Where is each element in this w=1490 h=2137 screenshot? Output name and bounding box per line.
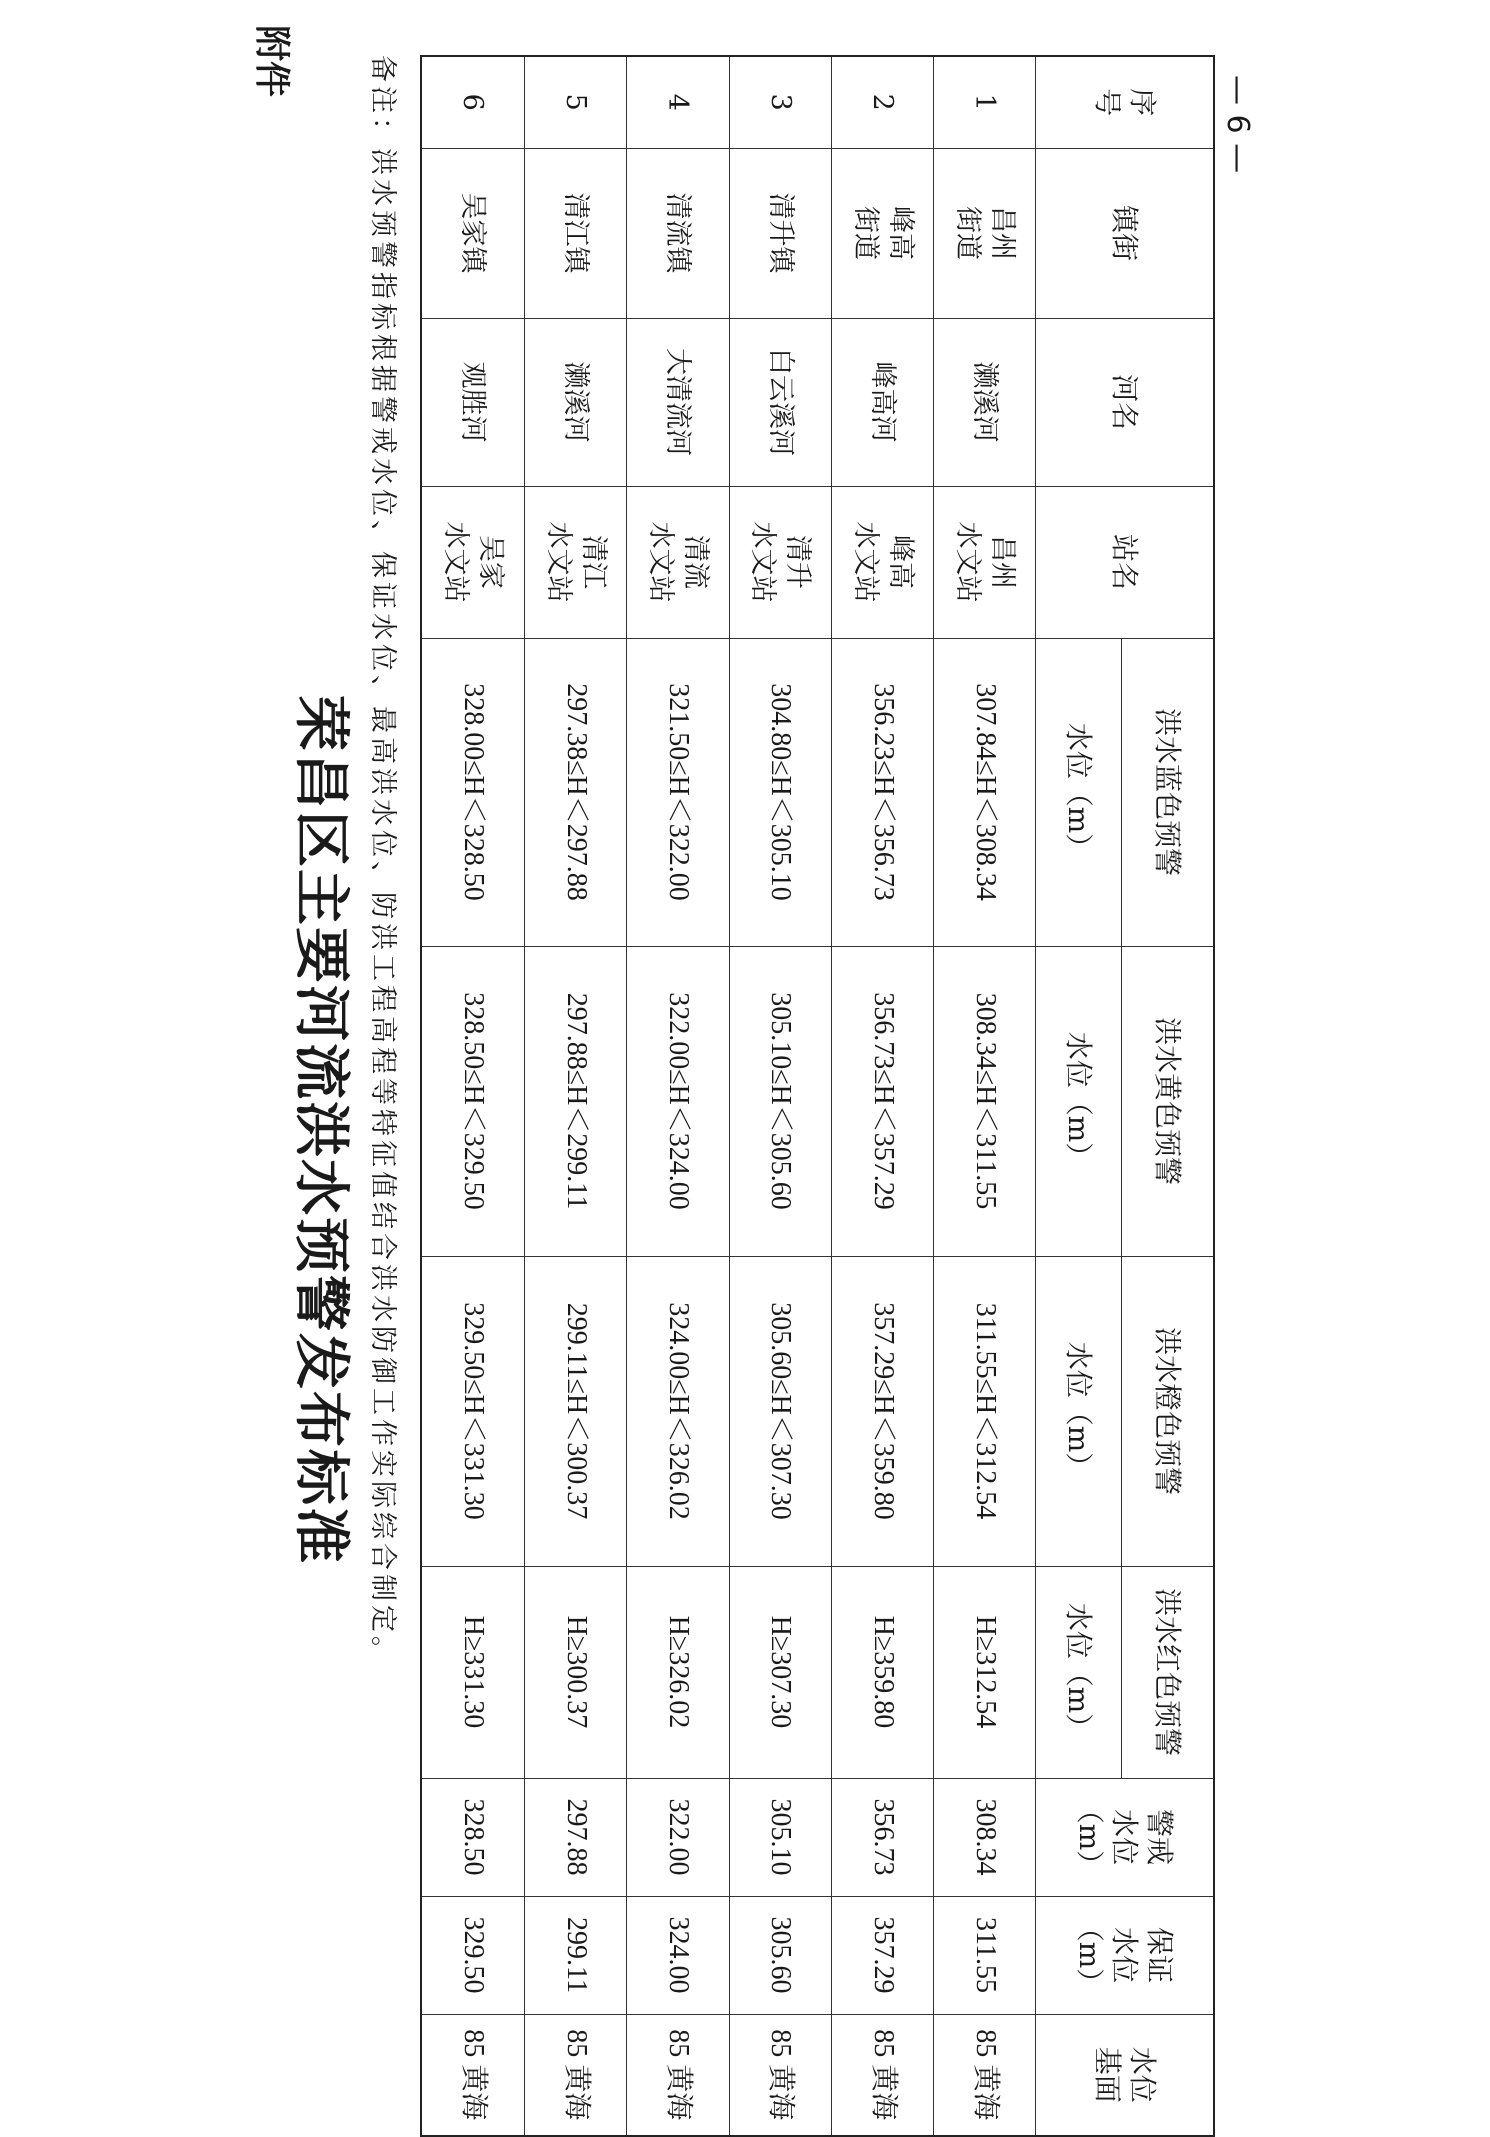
cell-red: H≥307.30 xyxy=(729,1566,831,1778)
cell-yellow: 297.88≤H＜299.11 xyxy=(524,946,626,1256)
cell-station: 清升 水文站 xyxy=(729,486,831,638)
cell-river: 大清流河 xyxy=(627,318,729,486)
cell-guarantee-level: 305.60 xyxy=(729,1896,831,2014)
header-yellow-warning: 洪水黄色预警 xyxy=(1122,946,1214,1256)
cell-warning-level: 356.73 xyxy=(831,1778,933,1896)
cell-river: 观胜河 xyxy=(421,318,524,486)
header-warning-level: 警戒 水位 （m） xyxy=(1036,1778,1214,1896)
cell-yellow: 305.10≤H＜305.60 xyxy=(729,946,831,1256)
cell-river: 濑溪河 xyxy=(524,318,626,486)
cell-red: H≥300.37 xyxy=(524,1566,626,1778)
cell-index: 5 xyxy=(524,56,626,148)
cell-datum: 85 黄海 xyxy=(934,2014,1036,2136)
cell-blue: 297.38≤H＜297.88 xyxy=(524,638,626,946)
table-row xyxy=(831,56,933,2136)
header-red-warning: 洪水红色预警 xyxy=(1122,1566,1214,1778)
cell-yellow: 328.50≤H＜329.50 xyxy=(421,946,524,1256)
cell-guarantee-level: 299.11 xyxy=(524,1896,626,2014)
cell-station: 峰高 水文站 xyxy=(831,486,933,638)
cell-guarantee-level: 357.29 xyxy=(831,1896,933,2014)
cell-river: 白云溪河 xyxy=(729,318,831,486)
cell-blue: 356.23≤H＜356.73 xyxy=(831,638,933,946)
cell-guarantee-level: 324.00 xyxy=(627,1896,729,2014)
cell-station: 清江 水文站 xyxy=(524,486,626,638)
cell-blue: 328.00≤H＜328.50 xyxy=(421,638,524,946)
cell-blue: 321.50≤H＜322.00 xyxy=(627,638,729,946)
cell-datum: 85 黄海 xyxy=(831,2014,933,2136)
flood-warning-table xyxy=(420,55,1215,2137)
cell-town: 吴家镇 xyxy=(421,148,524,318)
cell-warning-level: 308.34 xyxy=(934,1778,1036,1896)
cell-town: 清江镇 xyxy=(524,148,626,318)
table-row xyxy=(729,56,831,2136)
cell-warning-level: 328.50 xyxy=(421,1778,524,1896)
header-blue-warning: 洪水蓝色预警 xyxy=(1122,638,1214,946)
cell-blue: 307.84≤H＜308.34 xyxy=(934,638,1036,946)
cell-datum: 85 黄海 xyxy=(524,2014,626,2136)
cell-river: 峰高河 xyxy=(831,318,933,486)
cell-orange: 299.11≤H＜300.37 xyxy=(524,1256,626,1566)
table-note: 备注：洪水预警指标根据警戒水位、保证水位、最高洪水位、防洪工程高程等特征值结合洪水防御工作实际综合制定。 xyxy=(367,55,398,1667)
table-row xyxy=(934,56,1036,2136)
rotated-sheet xyxy=(251,25,1255,2121)
cell-red: H≥359.80 xyxy=(831,1566,933,1778)
cell-blue: 304.80≤H＜305.10 xyxy=(729,638,831,946)
cell-orange: 311.55≤H＜312.54 xyxy=(934,1256,1036,1566)
cell-station: 清流 水文站 xyxy=(627,486,729,638)
cell-yellow: 322.00≤H＜324.00 xyxy=(627,946,729,1256)
cell-river: 濑溪河 xyxy=(934,318,1036,486)
cell-warning-level: 297.88 xyxy=(524,1778,626,1896)
header-station: 站名 xyxy=(1036,486,1214,638)
cell-index: 4 xyxy=(627,56,729,148)
subheader-blue-level: 水位（m） xyxy=(1036,638,1122,946)
cell-yellow: 308.34≤H＜311.55 xyxy=(934,946,1036,1256)
cell-yellow: 356.73≤H＜357.29 xyxy=(831,946,933,1256)
cell-index: 3 xyxy=(729,56,831,148)
cell-orange: 305.60≤H＜307.30 xyxy=(729,1256,831,1566)
cell-datum: 85 黄海 xyxy=(729,2014,831,2136)
cell-red: H≥331.30 xyxy=(421,1566,524,1778)
table-row xyxy=(627,56,729,2136)
table-row xyxy=(421,56,524,2136)
header-row xyxy=(1122,56,1214,2136)
header-index: 序 号 xyxy=(1036,56,1214,148)
header-town: 镇街 xyxy=(1036,148,1214,318)
cell-warning-level: 305.10 xyxy=(729,1778,831,1896)
cell-index: 2 xyxy=(831,56,933,148)
cell-town: 昌州 街道 xyxy=(934,148,1036,318)
cell-town: 峰高 街道 xyxy=(831,148,933,318)
cell-datum: 85 黄海 xyxy=(421,2014,524,2136)
header-guarantee-level: 保证 水位 （m） xyxy=(1036,1896,1214,2014)
cell-town: 清升镇 xyxy=(729,148,831,318)
header-orange-warning: 洪水橙色预警 xyxy=(1122,1256,1214,1566)
header-river: 河名 xyxy=(1036,318,1214,486)
cell-index: 6 xyxy=(421,56,524,148)
cell-orange: 324.00≤H＜326.02 xyxy=(627,1256,729,1566)
cell-index: 1 xyxy=(934,56,1036,148)
subheader-yellow-level: 水位（m） xyxy=(1036,946,1122,1256)
cell-station: 吴家 水文站 xyxy=(421,486,524,638)
table-row xyxy=(524,56,626,2136)
cell-station: 昌州 水文站 xyxy=(934,486,1036,638)
cell-red: H≥326.02 xyxy=(627,1566,729,1778)
attachment-label: 附件 xyxy=(251,25,292,98)
subheader-red-level: 水位（m） xyxy=(1036,1566,1122,1778)
cell-datum: 85 黄海 xyxy=(627,2014,729,2136)
cell-orange: 357.29≤H＜359.80 xyxy=(831,1256,933,1566)
subheader-orange-level: 水位（m） xyxy=(1036,1256,1122,1566)
cell-guarantee-level: 329.50 xyxy=(421,1896,524,2014)
cell-guarantee-level: 311.55 xyxy=(934,1896,1036,2014)
cell-town: 清流镇 xyxy=(627,148,729,318)
page-number: — 6 — xyxy=(1220,75,1255,174)
page-title: 荣昌区主要河流洪水预警发布标准 xyxy=(288,695,353,1565)
header-datum: 水位 基面 xyxy=(1036,2014,1214,2136)
cell-orange: 329.50≤H＜331.30 xyxy=(421,1256,524,1566)
cell-red: H≥312.54 xyxy=(934,1566,1036,1778)
cell-warning-level: 322.00 xyxy=(627,1778,729,1896)
